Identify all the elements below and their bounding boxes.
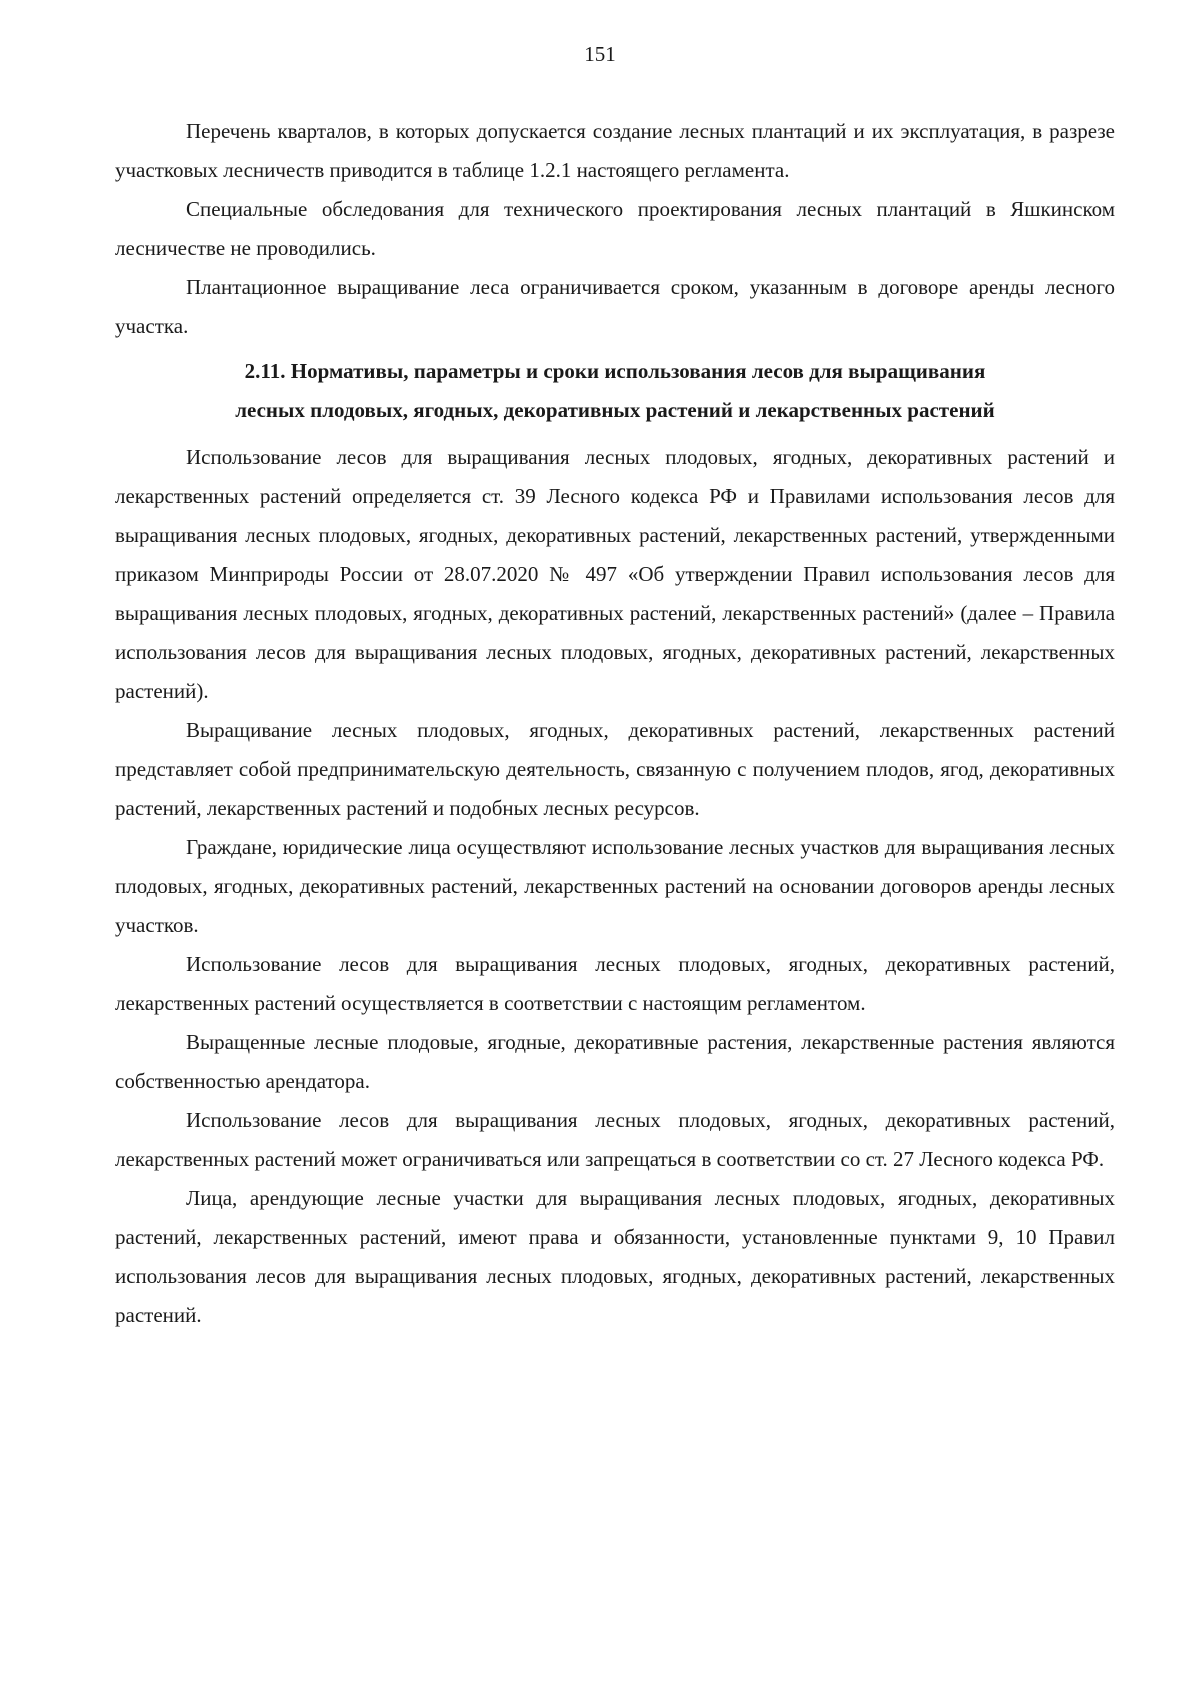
paragraph: Выращивание лесных плодовых, ягодных, декоративных растений, лекарственных растений представляет собой предпринимательскую деятельность, связанную с получением плодов, ягод, декоративных растений, лекарственных растений и подобных лесных ресурсов. <box>115 718 1115 820</box>
paragraph: Лица, арендующие лесные участки для выращивания лесных плодовых, ягодных, декоративных растений, лекарственных растений, имеют права и обязанности, установленные пунктами 9, 10 Правил использования лесов для выращивания лесных плодовых, ягодных, декоративных растений, лекарственных растений. <box>115 1186 1115 1327</box>
paragraph: Использование лесов для выращивания лесных плодовых, ягодных, декоративных растений, лекарственных растений осуществляется в соответствии с настоящим регламентом. <box>115 952 1115 1015</box>
paragraph: Граждане, юридические лица осуществляют использование лесных участков для выращивания лесных плодовых, ягодных, декоративных растений, лекарственных растений на основании договоров аренды лесных участков. <box>115 835 1115 937</box>
paragraph: Использование лесов для выращивания лесных плодовых, ягодных, декоративных растений и лекарственных растений определяется ст. 39 Лесного кодекса РФ и Правилами использования лесов для выращивания лесных плодовых, ягодных, декоративных растений, лекарственных растений, утвержденными приказом Минприроды России от 28.07.2020 № 497 «Об утверждении Правил использования лесов для выращивания лесных плодовых, ягодных, декоративных растений, лекарственных растений» (далее – Правила использования лесов для выращивания лесных плодовых, ягодных, декоративных растений, лекарственных растений). <box>115 445 1115 703</box>
paragraph: Перечень кварталов, в которых допускается создание лесных плантаций и их эксплуатация, в разрезе участковых лесничеств приводится в таблице 1.2.1 настоящего регламента. <box>115 119 1115 182</box>
page-body <box>115 112 1115 1335</box>
section-heading-line-2: лесных плодовых, ягодных, декоративных растений и лекарственных растений <box>235 398 995 422</box>
paragraph: Использование лесов для выращивания лесных плодовых, ягодных, декоративных растений, лекарственных растений может ограничиваться или запрещаться в соответствии со ст. 27 Лесного кодекса РФ. <box>115 1108 1115 1171</box>
section-heading-line-1: 2.11. Нормативы, параметры и сроки использования лесов для выращивания <box>244 359 986 383</box>
paragraph: Выращенные лесные плодовые, ягодные, декоративные растения, лекарственные растения являются собственностью арендатора. <box>115 1030 1115 1093</box>
page-number: 151 <box>584 42 616 66</box>
paragraph: Специальные обследования для технического проектирования лесных плантаций в Яшкинском лесничестве не проводились. <box>115 197 1115 260</box>
paragraph: Плантационное выращивание леса ограничивается сроком, указанным в договоре аренды лесного участка. <box>115 275 1115 338</box>
section-heading <box>115 352 1115 430</box>
